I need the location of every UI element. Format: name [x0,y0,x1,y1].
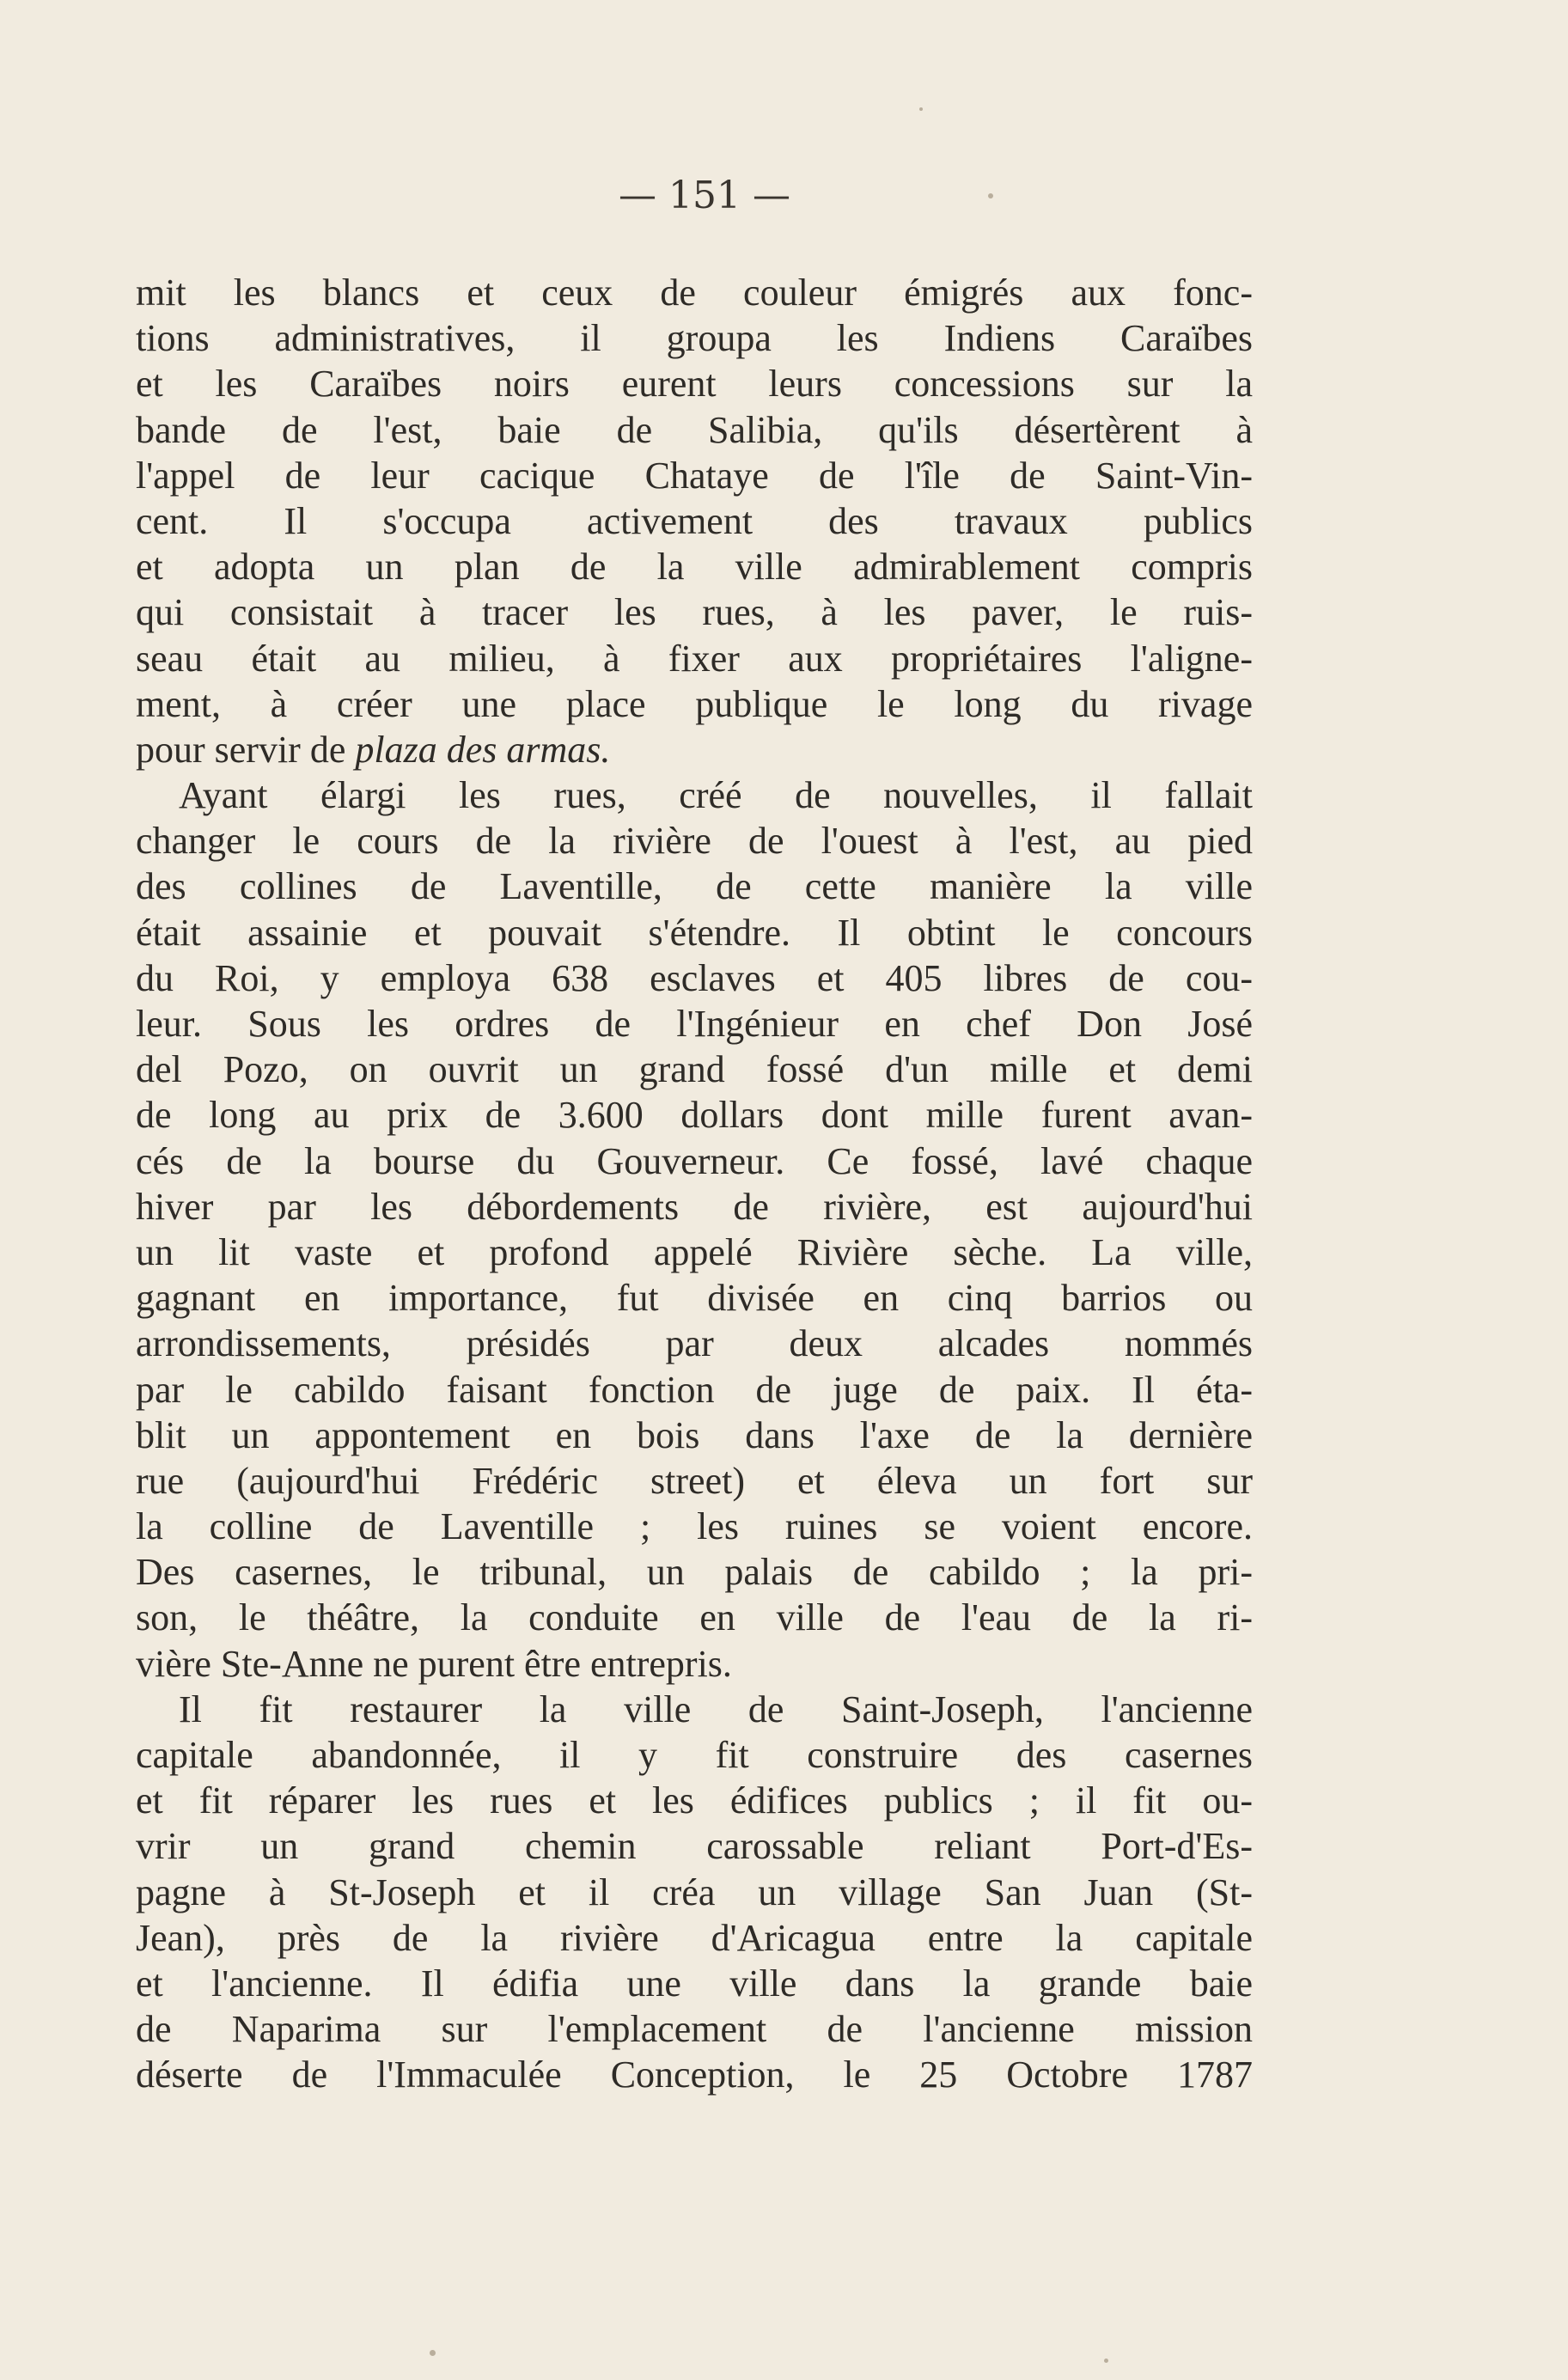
text-line-5: l'appel de leur cacique Chataye de l'île de Saint-Vin- [136,454,1253,497]
text-line-13: changer le cours de la rivière de l'ouest à l'est, au pied [136,820,1253,863]
text-line-20: cés de la bourse du Gouverneur. Ce fossé, lavé chaque [136,1139,1253,1182]
body-text [136,270,1253,2098]
paper-speck [1104,2359,1108,2363]
text-line-10: ment, à créer une place publique le long du rivage [136,682,1253,725]
text-line-4: bande de l'est, baie de Salibia, qu'ils désertèrent à [136,408,1253,451]
italic-phrase: plaza des armas. [355,728,611,771]
paper-speck [430,2350,436,2356]
paper-speck [919,107,923,111]
text-line-32: Il fit restaurer la ville de Saint-Joseph, l'ancienne [179,1687,1253,1730]
text-line-19: de long au prix de 3.600 dollars dont mille furent avan- [136,1094,1253,1137]
text-line-27: rue (aujourd'hui Frédéric street) et éleva un fort sur [136,1459,1253,1502]
text-line-36: pagne à St-Joseph et il créa un village San Juan (St- [136,1870,1253,1913]
text-line-18: del Pozo, on ouvrit un grand fossé d'un mille et demi [136,1048,1253,1091]
text-line-21: hiver par les débordements de rivière, est aujourd'hui [136,1185,1253,1228]
text-line-25: par le cabildo faisant fonction de juge de paix. Il éta- [136,1368,1253,1411]
text-line-23: gagnant en importance, fut divisée en cinq barrios ou [136,1277,1253,1320]
text-line-37: Jean), près de la rivière d'Aricagua entre la capitale [136,1916,1253,1959]
text-line-35: vrir un grand chemin carossable reliant Port-d'Es- [136,1825,1253,1868]
text-line-39: de Naparima sur l'emplacement de l'ancienne mission [136,2008,1253,2051]
text-line-38: et l'ancienne. Il édifia une ville dans la grande baie [136,1962,1253,2005]
text-line-11-start: pour servir de [136,728,356,771]
text-line-17: leur. Sous les ordres de l'Ingénieur en chef Don José [136,1003,1253,1045]
text-line-3: et les Caraïbes noirs eurent leurs concessions sur la [136,363,1253,406]
text-line-1: mit les blancs et ceux de couleur émigrés aux fonc- [136,272,1253,314]
text-line-7: et adopta un plan de la ville admirablement compris [136,546,1253,589]
text-line-29: Des casernes, le tribunal, un palais de cabildo ; la pri- [136,1551,1253,1594]
text-line-34: et fit réparer les rues et les édifices publics ; il fit ou- [136,1779,1253,1822]
text-line-14: des collines de Laventille, de cette manière la ville [136,865,1253,908]
text-line-30: son, le théâtre, la conduite en ville de l'eau de la ri- [136,1596,1253,1639]
text-line-15: était assainie et pouvait s'étendre. Il obtint le concours [136,911,1253,954]
text-line-8: qui consistait à tracer les rues, à les paver, le ruis- [136,591,1253,634]
page-number: — 151 — [619,174,790,217]
text-line-22: un lit vaste et profond appelé Rivière sèche. La ville, [136,1230,1253,1273]
text-line-28: la colline de Laventille ; les ruines se voient encore. [136,1505,1253,1548]
text-line-6: cent. Il s'occupa activement des travaux publics [136,499,1253,542]
text-line-26: blit un appontement en bois dans l'axe de la dernière [136,1413,1253,1456]
text-line-9: seau était au milieu, à fixer aux propriétaires l'aligne- [136,637,1253,680]
text-line-12: Ayant élargi les rues, créé de nouvelles, il fallait [179,774,1253,817]
text-line-40: déserte de l'Immaculée Conception, le 25 Octobre 1787 [136,2054,1253,2096]
text-line-16: du Roi, y employa 638 esclaves et 405 libres de cou- [136,956,1253,999]
text-line-11 [136,727,1253,772]
text-line-2: tions administratives, il groupa les Indiens Caraïbes [136,317,1253,360]
paper-speck [988,193,993,198]
text-line-24: arrondissements, présidés par deux alcades nommés [136,1322,1253,1365]
text-line-31: vière Ste-Anne ne purent être entrepris. [136,1642,732,1685]
text-line-33: capitale abandonnée, il y fit construire des casernes [136,1734,1253,1776]
